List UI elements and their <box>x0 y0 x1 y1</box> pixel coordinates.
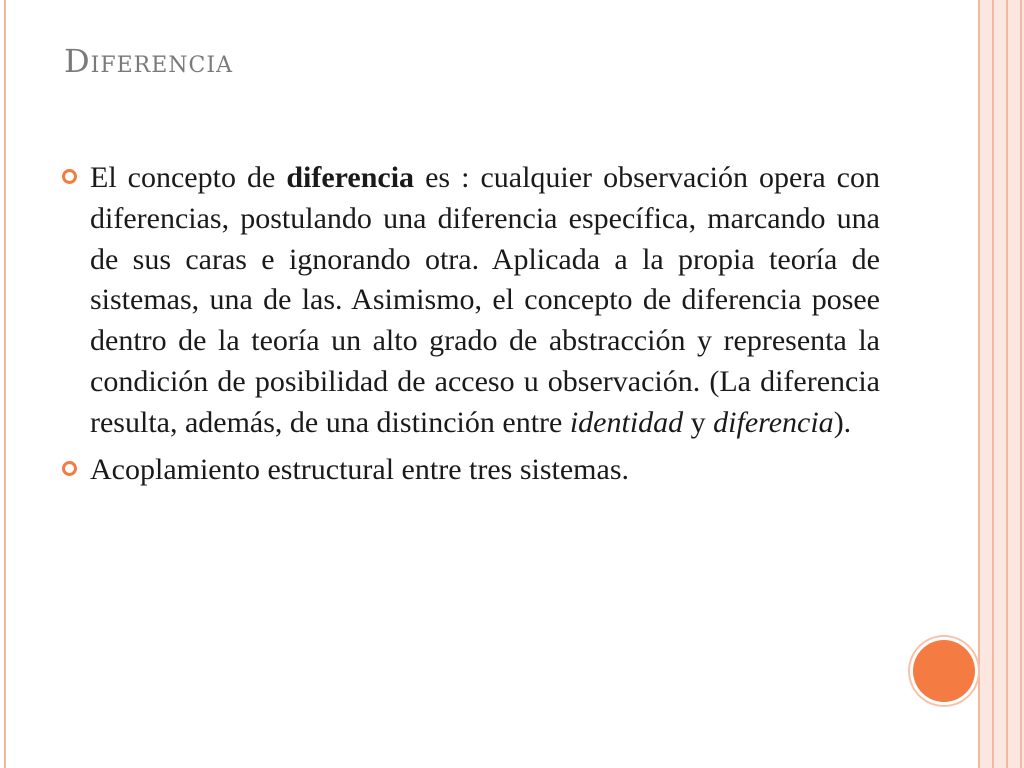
bullet-text-segment: es : cualquier observación opera con diferencias, postulando una diferencia específica, marcando una de sus caras e ignorando otra. Aplicada a la propia teoría de sistemas, una de las. Asimismo, el concepto de diferencia posee dentro de la teoría un alto grado de abstracción y representa la condición de posibilidad de acceso u observación. (La diferencia resulta, además, de una distinción entre <box>90 161 880 439</box>
right-frame-line <box>1020 0 1022 768</box>
bold-term: diferencia <box>286 161 415 194</box>
orange-circle-icon <box>913 640 975 702</box>
italic-term: diferencia <box>713 405 834 439</box>
left-frame-line <box>4 0 6 768</box>
slide-title: Diferencia <box>64 42 233 80</box>
right-frame-band <box>978 0 1024 768</box>
bullet-ring-icon <box>62 450 90 476</box>
italic-term: identidad <box>569 405 684 439</box>
bullet-text: Acoplamiento estructural entre tres sistemas. <box>90 452 629 486</box>
slide-content <box>62 158 880 490</box>
bullet-text <box>90 158 880 444</box>
right-frame-line <box>978 0 980 768</box>
bullet-text-segment: El concepto de <box>90 161 287 194</box>
bullet-item <box>62 450 880 491</box>
right-frame-line <box>1006 0 1008 768</box>
bullet-text-segment: ). <box>833 405 852 439</box>
bullet-item <box>62 158 880 444</box>
right-frame-line <box>992 0 994 768</box>
bullet-text-segment: y <box>683 405 714 439</box>
bullet-ring-icon <box>62 158 90 184</box>
